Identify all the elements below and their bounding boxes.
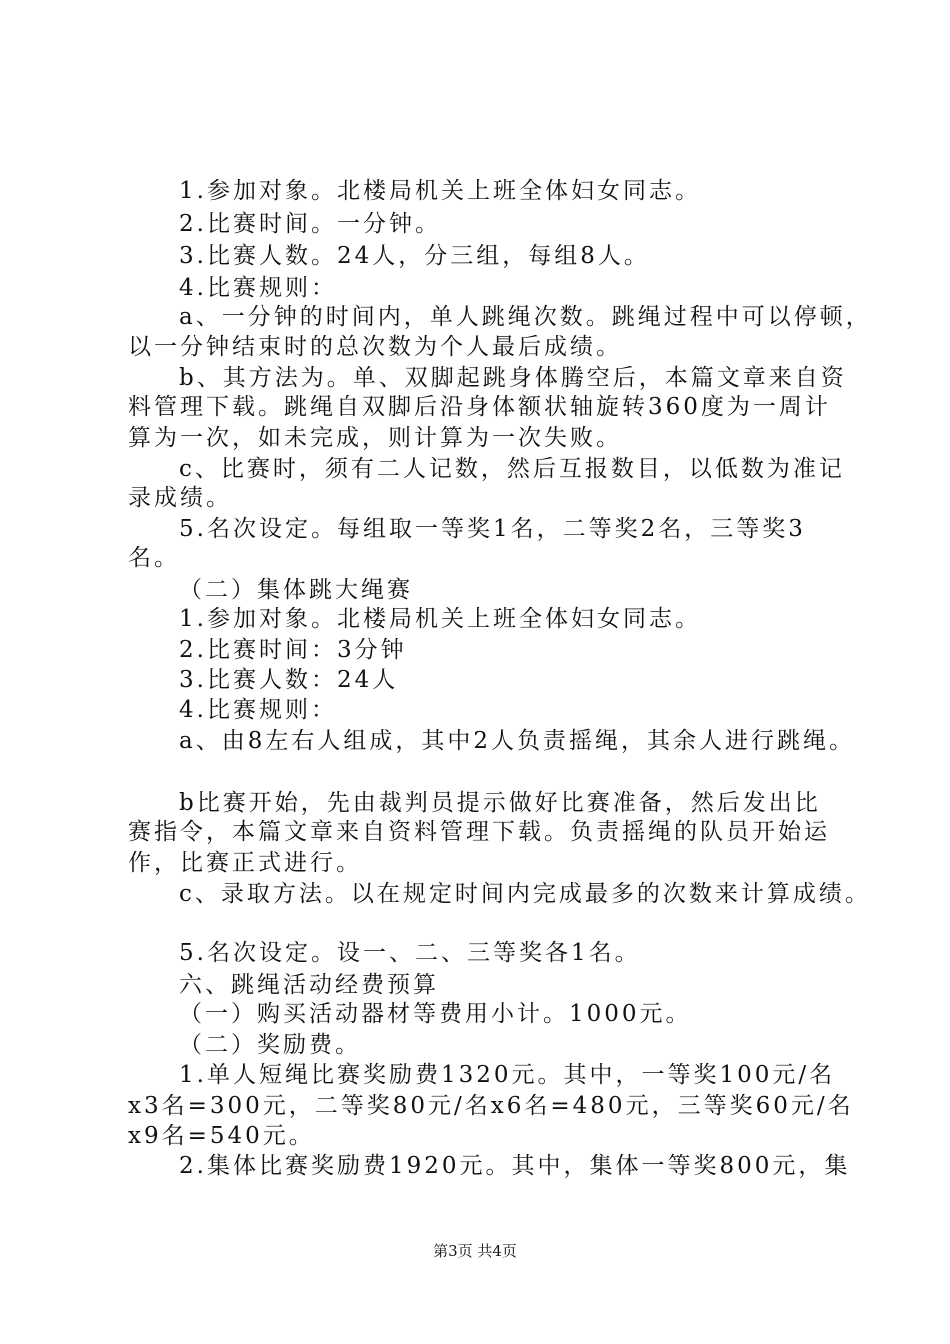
text-line-31: 2.集体比赛奖励费1920元。其中，集体一等奖800元，集 [179,1153,851,1179]
text-line-15: 1.参加对象。北楼局机关上班全体妇女同志。 [179,606,701,632]
text-line-20: b比赛开始，先由裁判员提示做好比赛准备，然后发出比 [179,790,821,816]
text-line-30: x9名=540元。 [128,1123,315,1149]
text-line-12: 5.名次设定。每组取一等奖1名，二等奖2名，三等奖3 [179,516,806,542]
text-line-14: （二）集体跳大绳赛 [179,577,413,603]
text-line-6: 以一分钟结束时的总次数为个人最后成绩。 [128,334,622,360]
text-line-17: 3.比赛人数：24人 [179,667,399,693]
text-line-9: 算为一次，如未完成，则计算为一次失败。 [128,425,622,451]
text-line-13: 名。 [128,545,180,571]
text-line-23: c、录取方法。以在规定时间内完成最多的次数来计算成绩。 [179,881,871,907]
text-line-25: 六、跳绳活动经费预算 [179,972,439,998]
text-line-11: 录成绩。 [128,485,232,511]
text-line-19: a、由8左右人组成，其中2人负责摇绳，其余人进行跳绳。 [179,728,855,754]
text-line-27: （二）奖励费。 [179,1032,361,1058]
text-line-2: 2.比赛时间。一分钟。 [179,211,441,237]
text-line-18: 4.比赛规则： [179,697,337,723]
text-line-8: 料管理下载。跳绳自双脚后沿身体额状轴旋转360度为一周计 [128,394,831,420]
text-line-10: c、比赛时，须有二人记数，然后互报数目，以低数为准记 [179,456,845,482]
text-line-7: b、其方法为。单、双脚起跳身体腾空后，本篇文章来自资 [179,365,847,391]
page-footer: 第3页 共4页 [433,1242,517,1260]
text-line-5: a、一分钟的时间内，单人跳绳次数。跳绳过程中可以停顿， [179,304,872,330]
text-line-4: 4.比赛规则： [179,275,337,301]
text-line-24: 5.名次设定。设一、二、三等奖各1名。 [179,940,641,966]
text-line-28: 1.单人短绳比赛奖励费1320元。其中，一等奖100元/名 [179,1062,836,1088]
text-line-29: x3名=300元，二等奖80元/名x6名=480元，三等奖60元/名 [128,1093,854,1119]
text-line-21: 赛指令，本篇文章来自资料管理下载。负责摇绳的队员开始运 [128,819,830,845]
text-line-16: 2.比赛时间：3分钟 [179,637,407,663]
text-line-3: 3.比赛人数。24人，分三组，每组8人。 [179,243,650,269]
text-line-22: 作，比赛正式进行。 [128,850,362,876]
text-line-26: （一）购买活动器材等费用小计。1000元。 [179,1001,692,1027]
text-line-1: 1.参加对象。北楼局机关上班全体妇女同志。 [179,178,701,204]
